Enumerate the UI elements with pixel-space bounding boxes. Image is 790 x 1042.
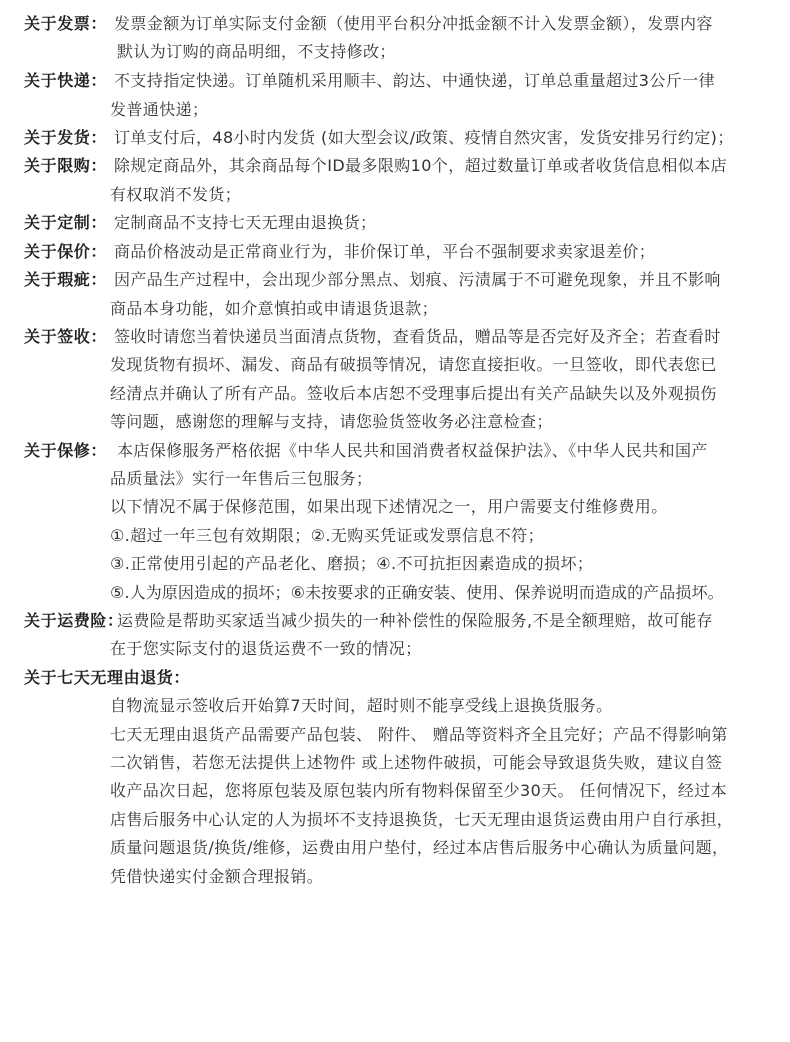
policy-text-line: 发票金额为订单实际支付金额（使用平台积分冲抵金额不计入发票金额），发票内容 <box>114 14 713 33</box>
policy-text-line: 二次销售，若您无法提供上述物件 或上述物件破损，可能会导致退货失败，建议自签 <box>110 753 723 772</box>
policy-text-line: 凭借快递实付金额合理报销。 <box>110 867 324 886</box>
policy-label-signing: 关于签收： <box>24 327 108 346</box>
policy-text-line: 运费险是帮助买家适当减少损失的一种补偿性的保险服务,不是全额理赔，故可能存 <box>117 611 713 630</box>
policy-label-shipping-insurance: 关于运费险： <box>24 611 124 630</box>
policy-text-line: 不支持指定快递。订单随机采用顺丰、韵达、中通快递，订单总重量超过3公斤一律 <box>114 71 715 90</box>
policy-text-line: 签收时请您当着快递员当面清点货物，查看货品，赠品等是否完好及齐全；若查看时 <box>114 327 721 346</box>
policy-text-line: 经清点并确认了所有产品。签收后本店恕不受理事后提出有关产品缺失以及外观损伤 <box>110 384 717 403</box>
policy-text-line: 本店保修服务严格依据《中华人民共和国消费者权益保护法》、《中华人民共和国产 <box>117 441 708 460</box>
policy-text-line: 商品价格波动是正常商业行为，非价保订单，平台不强制要求卖家退差价； <box>114 242 656 261</box>
policy-text-line: 自物流显示签收后开始算7天时间，超时则不能享受线上退换货服务。 <box>110 696 613 715</box>
policy-text-line: 等问题，感谢您的理解与支持，请您验货签收务必注意检查； <box>110 412 553 431</box>
policy-text-line: 除规定商品外，其余商品每个ID最多限购10个，超过数量订单或者收货信息相似本店 <box>114 156 727 175</box>
policy-text-line: 定制商品不支持七天无理由退换货； <box>114 213 377 232</box>
policy-text-line: 店售后服务中心认定的人为损坏不支持退换货，七天无理由退货运费由用户自行承担， <box>110 810 734 829</box>
policy-text-line: 以下情况不属于保修范围，如果出现下述情况之一，用户需要支付维修费用。 <box>110 497 668 516</box>
policy-label-defects: 关于瑕疵： <box>24 270 108 289</box>
policy-text-line: ③.正常使用引起的产品老化、磨损；④.不可抗拒因素造成的损坏； <box>110 554 594 573</box>
policy-text-line: 在于您实际支付的退货运费不一致的情况； <box>110 639 422 658</box>
policy-text-line: 订单支付后，48小时内发货 (如大型会议/政策、疫情自然灾害，发货安排另行约定)； <box>114 128 734 147</box>
policy-label-purchase-limit: 关于限购： <box>24 156 108 175</box>
policy-label-express: 关于快递： <box>24 71 108 90</box>
policy-text-line: ①.超过一年三包有效期限；②.无购买凭证或发票信息不符； <box>110 526 545 545</box>
policy-label-shipping: 关于发货： <box>24 128 108 147</box>
policy-label-price-protection: 关于保价： <box>24 242 108 261</box>
policy-text-line: 收产品次日起，您将原包装及原包装内所有物料保留至少30天。 任何情况下，经过本 <box>110 781 728 800</box>
policy-text-line: 因产品生产过程中，会出现少部分黑点、划痕、污渍属于不可避免现象，并且不影响 <box>114 270 721 289</box>
policy-label-customization: 关于定制： <box>24 213 108 232</box>
policy-text-line: 默认为订购的商品明细，不支持修改； <box>117 42 396 61</box>
policy-text-line: ⑤.人为原因造成的损坏；⑥未按要求的正确安装、使用、保养说明而造成的产品损坏。 <box>110 583 724 602</box>
policy-text-line: 商品本身功能，如介意慎拍或申请退货退款； <box>110 299 439 318</box>
policy-text-line: 七天无理由退货产品需要产品包装、 附件、 赠品等资料齐全且完好；产品不得影响第 <box>110 725 728 744</box>
policy-text-line: 有权取消不发货； <box>110 185 242 204</box>
policy-text-line: 品质量法》实行一年售后三包服务； <box>110 469 373 488</box>
policy-label-warranty: 关于保修： <box>24 441 108 460</box>
policy-text-line: 发现货物有损坏、漏发、商品有破损等情况，请您直接拒收。一旦签收，即代表您已 <box>110 355 717 374</box>
policy-text-line: 发普通快递； <box>110 100 209 119</box>
policy-label-invoice: 关于发票： <box>24 14 108 33</box>
policy-label-seven-day-return: 关于七天无理由退货： <box>24 668 191 687</box>
policy-text-line: 质量问题退货/换货/维修，运费由用户垫付，经过本店售后服务中心确认为质量问题， <box>110 838 729 857</box>
